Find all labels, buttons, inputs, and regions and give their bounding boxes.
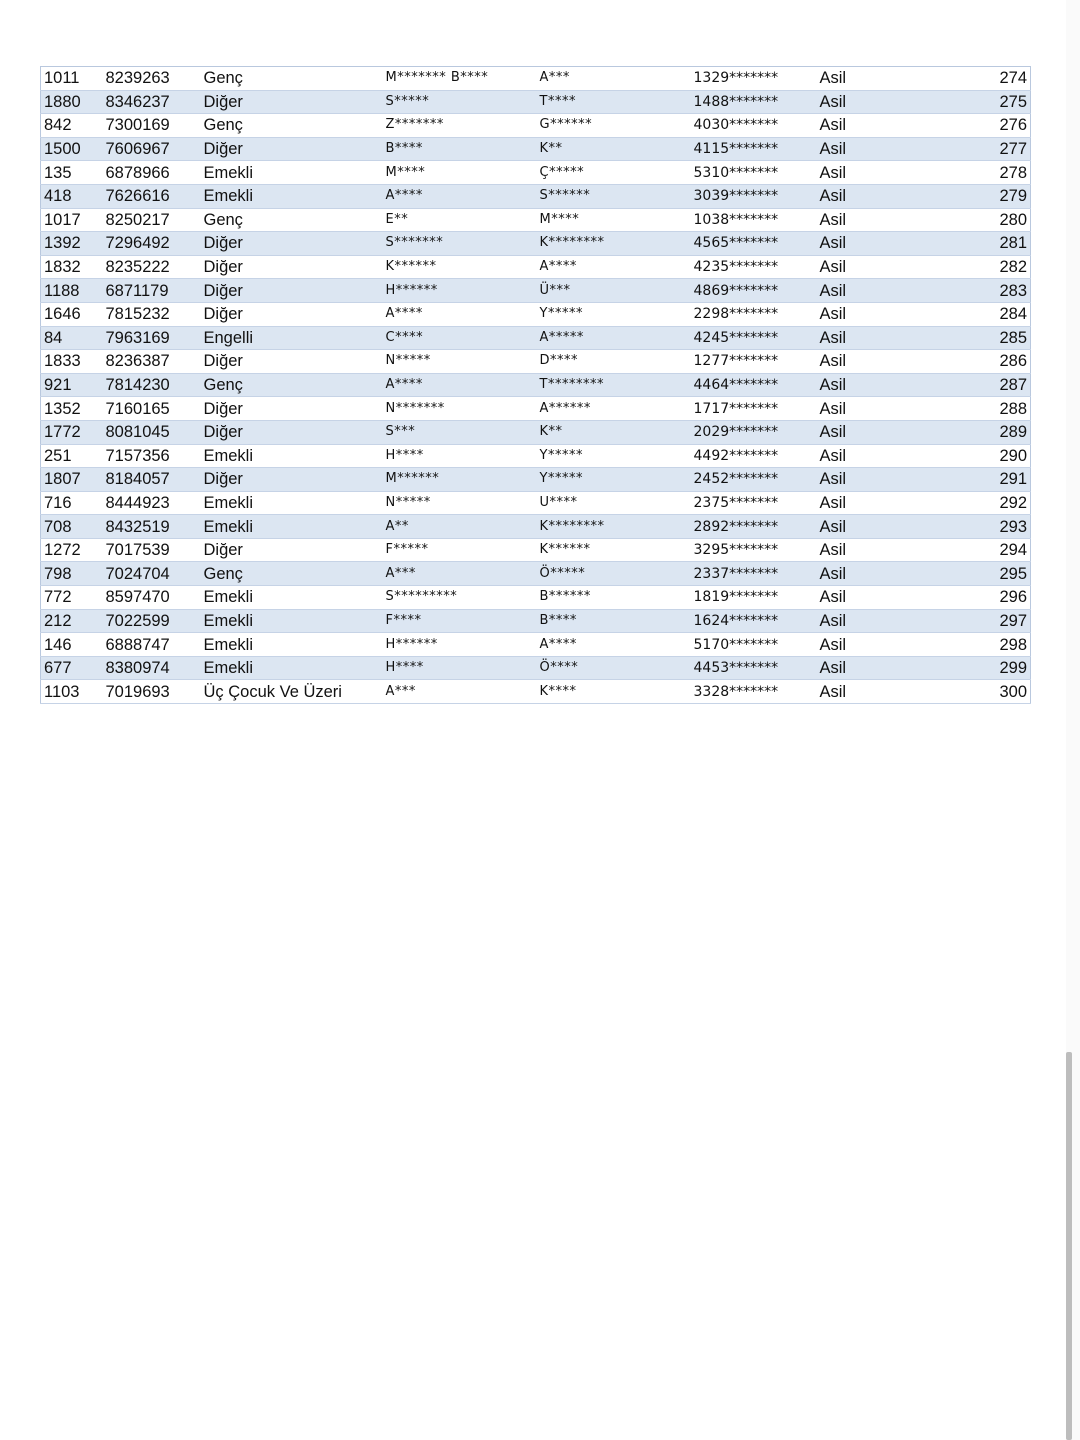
cell-id-number-masked: 4464******* bbox=[691, 373, 817, 397]
cell-last-name-masked: Ö**** bbox=[537, 656, 691, 680]
cell-category: Emekli bbox=[201, 444, 383, 468]
cell-category: Emekli bbox=[201, 161, 383, 185]
table-row bbox=[41, 680, 1031, 704]
cell-last-name-masked: Ö***** bbox=[537, 562, 691, 586]
cell-first-name-masked: F***** bbox=[383, 538, 537, 562]
cell-category: Genç bbox=[201, 114, 383, 138]
cell-rank: 281 bbox=[887, 232, 1031, 256]
cell-status: Asil bbox=[817, 656, 887, 680]
cell-application-number: 8250217 bbox=[103, 208, 201, 232]
table-row bbox=[41, 67, 1031, 91]
cell-id-number-masked: 4030******* bbox=[691, 114, 817, 138]
cell-id-number-masked: 3295******* bbox=[691, 538, 817, 562]
cell-status: Asil bbox=[817, 114, 887, 138]
cell-first-name-masked: Z******* bbox=[383, 114, 537, 138]
cell-last-name-masked: K** bbox=[537, 137, 691, 161]
cell-rank: 296 bbox=[887, 586, 1031, 610]
cell-status: Asil bbox=[817, 279, 887, 303]
cell-category: Diğer bbox=[201, 420, 383, 444]
cell-last-name-masked: K** bbox=[537, 420, 691, 444]
cell-application-number: 7296492 bbox=[103, 232, 201, 256]
cell-first-name-masked: S********* bbox=[383, 586, 537, 610]
cell-category: Genç bbox=[201, 67, 383, 91]
cell-first-name-masked: A*** bbox=[383, 680, 537, 704]
cell-category: Diğer bbox=[201, 255, 383, 279]
cell-first-name-masked: A**** bbox=[383, 184, 537, 208]
cell-last-name-masked: A**** bbox=[537, 255, 691, 279]
cell-application-number: 7963169 bbox=[103, 326, 201, 350]
cell-id-number-masked: 4565******* bbox=[691, 232, 817, 256]
cell-no: 1833 bbox=[41, 350, 103, 374]
cell-last-name-masked: S****** bbox=[537, 184, 691, 208]
cell-first-name-masked: N******* bbox=[383, 397, 537, 421]
cell-last-name-masked: K****** bbox=[537, 538, 691, 562]
cell-id-number-masked: 1277******* bbox=[691, 350, 817, 374]
table-row bbox=[41, 538, 1031, 562]
cell-status: Asil bbox=[817, 633, 887, 657]
cell-first-name-masked: A**** bbox=[383, 373, 537, 397]
cell-application-number: 7017539 bbox=[103, 538, 201, 562]
cell-first-name-masked: A*** bbox=[383, 562, 537, 586]
cell-first-name-masked: H****** bbox=[383, 633, 537, 657]
cell-rank: 277 bbox=[887, 137, 1031, 161]
cell-first-name-masked: S******* bbox=[383, 232, 537, 256]
cell-no: 1772 bbox=[41, 420, 103, 444]
cell-status: Asil bbox=[817, 397, 887, 421]
cell-rank: 287 bbox=[887, 373, 1031, 397]
cell-first-name-masked: S***** bbox=[383, 90, 537, 114]
cell-last-name-masked: K******** bbox=[537, 515, 691, 539]
cell-status: Asil bbox=[817, 255, 887, 279]
cell-first-name-masked: H****** bbox=[383, 279, 537, 303]
cell-rank: 280 bbox=[887, 208, 1031, 232]
cell-rank: 290 bbox=[887, 444, 1031, 468]
cell-no: 1500 bbox=[41, 137, 103, 161]
cell-application-number: 7300169 bbox=[103, 114, 201, 138]
cell-status: Asil bbox=[817, 326, 887, 350]
cell-id-number-masked: 4245******* bbox=[691, 326, 817, 350]
table-row bbox=[41, 90, 1031, 114]
cell-last-name-masked: K******** bbox=[537, 232, 691, 256]
cell-status: Asil bbox=[817, 232, 887, 256]
cell-first-name-masked: B**** bbox=[383, 137, 537, 161]
cell-no: 842 bbox=[41, 114, 103, 138]
table-row bbox=[41, 468, 1031, 492]
cell-category: Emekli bbox=[201, 586, 383, 610]
cell-id-number-masked: 4492******* bbox=[691, 444, 817, 468]
cell-id-number-masked: 4869******* bbox=[691, 279, 817, 303]
cell-id-number-masked: 1488******* bbox=[691, 90, 817, 114]
cell-status: Asil bbox=[817, 586, 887, 610]
cell-status: Asil bbox=[817, 680, 887, 704]
cell-no: 1392 bbox=[41, 232, 103, 256]
cell-rank: 275 bbox=[887, 90, 1031, 114]
cell-status: Asil bbox=[817, 208, 887, 232]
cell-no: 1188 bbox=[41, 279, 103, 303]
cell-id-number-masked: 4235******* bbox=[691, 255, 817, 279]
table-row bbox=[41, 609, 1031, 633]
cell-first-name-masked: F**** bbox=[383, 609, 537, 633]
cell-no: 1352 bbox=[41, 397, 103, 421]
cell-application-number: 6871179 bbox=[103, 279, 201, 303]
cell-category: Emekli bbox=[201, 515, 383, 539]
cell-last-name-masked: U**** bbox=[537, 491, 691, 515]
table-row bbox=[41, 491, 1031, 515]
cell-no: 1832 bbox=[41, 255, 103, 279]
table-row bbox=[41, 184, 1031, 208]
table-row bbox=[41, 137, 1031, 161]
cell-first-name-masked: C**** bbox=[383, 326, 537, 350]
cell-status: Asil bbox=[817, 161, 887, 185]
cell-first-name-masked: M******* B**** bbox=[383, 67, 537, 91]
cell-no: 1011 bbox=[41, 67, 103, 91]
cell-last-name-masked: D**** bbox=[537, 350, 691, 374]
table-row bbox=[41, 232, 1031, 256]
cell-status: Asil bbox=[817, 184, 887, 208]
cell-application-number: 7019693 bbox=[103, 680, 201, 704]
cell-category: Diğer bbox=[201, 279, 383, 303]
cell-status: Asil bbox=[817, 90, 887, 114]
cell-application-number: 8236387 bbox=[103, 350, 201, 374]
cell-application-number: 7157356 bbox=[103, 444, 201, 468]
cell-status: Asil bbox=[817, 562, 887, 586]
cell-id-number-masked: 5170******* bbox=[691, 633, 817, 657]
cell-application-number: 7814230 bbox=[103, 373, 201, 397]
cell-last-name-masked: A****** bbox=[537, 397, 691, 421]
cell-no: 84 bbox=[41, 326, 103, 350]
table-row bbox=[41, 114, 1031, 138]
table-row bbox=[41, 350, 1031, 374]
cell-application-number: 7024704 bbox=[103, 562, 201, 586]
cell-last-name-masked: B**** bbox=[537, 609, 691, 633]
cell-last-name-masked: Ü*** bbox=[537, 279, 691, 303]
table-row bbox=[41, 515, 1031, 539]
cell-last-name-masked: T******** bbox=[537, 373, 691, 397]
cell-application-number: 6878966 bbox=[103, 161, 201, 185]
cell-status: Asil bbox=[817, 609, 887, 633]
cell-id-number-masked: 2452******* bbox=[691, 468, 817, 492]
cell-id-number-masked: 2337******* bbox=[691, 562, 817, 586]
cell-first-name-masked: K****** bbox=[383, 255, 537, 279]
cell-first-name-masked: M**** bbox=[383, 161, 537, 185]
cell-application-number: 8380974 bbox=[103, 656, 201, 680]
cell-status: Asil bbox=[817, 538, 887, 562]
cell-application-number: 7606967 bbox=[103, 137, 201, 161]
cell-rank: 286 bbox=[887, 350, 1031, 374]
cell-no: 135 bbox=[41, 161, 103, 185]
cell-no: 251 bbox=[41, 444, 103, 468]
cell-status: Asil bbox=[817, 515, 887, 539]
cell-application-number: 8239263 bbox=[103, 67, 201, 91]
cell-rank: 291 bbox=[887, 468, 1031, 492]
cell-last-name-masked: T**** bbox=[537, 90, 691, 114]
table-body bbox=[41, 67, 1031, 704]
table-row bbox=[41, 586, 1031, 610]
cell-category: Diğer bbox=[201, 468, 383, 492]
cell-id-number-masked: 5310******* bbox=[691, 161, 817, 185]
cell-application-number: 8184057 bbox=[103, 468, 201, 492]
cell-rank: 297 bbox=[887, 609, 1031, 633]
cell-category: Diğer bbox=[201, 232, 383, 256]
cell-status: Asil bbox=[817, 468, 887, 492]
cell-no: 716 bbox=[41, 491, 103, 515]
cell-application-number: 7815232 bbox=[103, 302, 201, 326]
cell-no: 798 bbox=[41, 562, 103, 586]
cell-category: Emekli bbox=[201, 491, 383, 515]
cell-category: Genç bbox=[201, 373, 383, 397]
cell-no: 1807 bbox=[41, 468, 103, 492]
cell-rank: 293 bbox=[887, 515, 1031, 539]
cell-status: Asil bbox=[817, 373, 887, 397]
cell-first-name-masked: A** bbox=[383, 515, 537, 539]
cell-no: 921 bbox=[41, 373, 103, 397]
cell-application-number: 7626616 bbox=[103, 184, 201, 208]
cell-application-number: 8081045 bbox=[103, 420, 201, 444]
cell-rank: 283 bbox=[887, 279, 1031, 303]
cell-status: Asil bbox=[817, 444, 887, 468]
cell-status: Asil bbox=[817, 350, 887, 374]
table-row bbox=[41, 656, 1031, 680]
cell-no: 1017 bbox=[41, 208, 103, 232]
cell-category: Diğer bbox=[201, 538, 383, 562]
cell-no: 1646 bbox=[41, 302, 103, 326]
cell-rank: 285 bbox=[887, 326, 1031, 350]
table-row bbox=[41, 302, 1031, 326]
table-row bbox=[41, 633, 1031, 657]
cell-first-name-masked: N***** bbox=[383, 491, 537, 515]
table-row bbox=[41, 444, 1031, 468]
cell-id-number-masked: 1717******* bbox=[691, 397, 817, 421]
cell-no: 772 bbox=[41, 586, 103, 610]
cell-application-number: 8597470 bbox=[103, 586, 201, 610]
cell-no: 1880 bbox=[41, 90, 103, 114]
cell-id-number-masked: 1038******* bbox=[691, 208, 817, 232]
cell-rank: 289 bbox=[887, 420, 1031, 444]
cell-last-name-masked: A*** bbox=[537, 67, 691, 91]
cell-last-name-masked: A***** bbox=[537, 326, 691, 350]
cell-category: Emekli bbox=[201, 633, 383, 657]
cell-category: Genç bbox=[201, 562, 383, 586]
cell-id-number-masked: 2298******* bbox=[691, 302, 817, 326]
cell-rank: 300 bbox=[887, 680, 1031, 704]
cell-no: 1103 bbox=[41, 680, 103, 704]
cell-rank: 274 bbox=[887, 67, 1031, 91]
cell-id-number-masked: 3039******* bbox=[691, 184, 817, 208]
cell-first-name-masked: E** bbox=[383, 208, 537, 232]
cell-id-number-masked: 3328******* bbox=[691, 680, 817, 704]
cell-id-number-masked: 2375******* bbox=[691, 491, 817, 515]
cell-id-number-masked: 1624******* bbox=[691, 609, 817, 633]
cell-rank: 295 bbox=[887, 562, 1031, 586]
cell-application-number: 6888747 bbox=[103, 633, 201, 657]
cell-rank: 276 bbox=[887, 114, 1031, 138]
cell-rank: 288 bbox=[887, 397, 1031, 421]
cell-rank: 279 bbox=[887, 184, 1031, 208]
cell-category: Diğer bbox=[201, 350, 383, 374]
cell-rank: 284 bbox=[887, 302, 1031, 326]
cell-id-number-masked: 1329******* bbox=[691, 67, 817, 91]
cell-category: Üç Çocuk Ve Üzeri bbox=[201, 680, 383, 704]
cell-id-number-masked: 4115******* bbox=[691, 137, 817, 161]
table-row bbox=[41, 373, 1031, 397]
table-row bbox=[41, 208, 1031, 232]
vertical-scrollbar[interactable] bbox=[1066, 1052, 1072, 1440]
cell-rank: 292 bbox=[887, 491, 1031, 515]
cell-first-name-masked: M****** bbox=[383, 468, 537, 492]
cell-application-number: 8235222 bbox=[103, 255, 201, 279]
cell-category: Diğer bbox=[201, 137, 383, 161]
cell-category: Engelli bbox=[201, 326, 383, 350]
cell-last-name-masked: G****** bbox=[537, 114, 691, 138]
cell-id-number-masked: 2029******* bbox=[691, 420, 817, 444]
cell-application-number: 8444923 bbox=[103, 491, 201, 515]
cell-no: 146 bbox=[41, 633, 103, 657]
cell-first-name-masked: A**** bbox=[383, 302, 537, 326]
cell-no: 708 bbox=[41, 515, 103, 539]
results-table bbox=[40, 66, 1031, 704]
cell-id-number-masked: 1819******* bbox=[691, 586, 817, 610]
cell-no: 677 bbox=[41, 656, 103, 680]
cell-category: Emekli bbox=[201, 184, 383, 208]
cell-status: Asil bbox=[817, 420, 887, 444]
table-row bbox=[41, 255, 1031, 279]
cell-rank: 299 bbox=[887, 656, 1031, 680]
cell-category: Diğer bbox=[201, 90, 383, 114]
cell-id-number-masked: 2892******* bbox=[691, 515, 817, 539]
cell-application-number: 8346237 bbox=[103, 90, 201, 114]
cell-last-name-masked: Y***** bbox=[537, 468, 691, 492]
cell-application-number: 7160165 bbox=[103, 397, 201, 421]
cell-category: Genç bbox=[201, 208, 383, 232]
cell-status: Asil bbox=[817, 137, 887, 161]
cell-application-number: 8432519 bbox=[103, 515, 201, 539]
cell-category: Emekli bbox=[201, 656, 383, 680]
cell-status: Asil bbox=[817, 302, 887, 326]
cell-last-name-masked: K**** bbox=[537, 680, 691, 704]
table-row bbox=[41, 397, 1031, 421]
cell-rank: 282 bbox=[887, 255, 1031, 279]
cell-rank: 278 bbox=[887, 161, 1031, 185]
table-row bbox=[41, 326, 1031, 350]
cell-rank: 294 bbox=[887, 538, 1031, 562]
cell-category: Emekli bbox=[201, 609, 383, 633]
cell-first-name-masked: H**** bbox=[383, 656, 537, 680]
cell-application-number: 7022599 bbox=[103, 609, 201, 633]
cell-last-name-masked: B****** bbox=[537, 586, 691, 610]
cell-first-name-masked: S*** bbox=[383, 420, 537, 444]
table-row bbox=[41, 279, 1031, 303]
cell-status: Asil bbox=[817, 67, 887, 91]
cell-last-name-masked: M**** bbox=[537, 208, 691, 232]
cell-first-name-masked: N***** bbox=[383, 350, 537, 374]
table-row bbox=[41, 420, 1031, 444]
cell-no: 418 bbox=[41, 184, 103, 208]
table-row bbox=[41, 161, 1031, 185]
cell-id-number-masked: 4453******* bbox=[691, 656, 817, 680]
cell-rank: 298 bbox=[887, 633, 1031, 657]
cell-last-name-masked: Y***** bbox=[537, 444, 691, 468]
cell-status: Asil bbox=[817, 491, 887, 515]
cell-no: 1272 bbox=[41, 538, 103, 562]
cell-last-name-masked: Y***** bbox=[537, 302, 691, 326]
table-row bbox=[41, 562, 1031, 586]
cell-last-name-masked: Ç***** bbox=[537, 161, 691, 185]
cell-first-name-masked: H**** bbox=[383, 444, 537, 468]
cell-category: Diğer bbox=[201, 397, 383, 421]
cell-category: Diğer bbox=[201, 302, 383, 326]
cell-last-name-masked: A**** bbox=[537, 633, 691, 657]
cell-no: 212 bbox=[41, 609, 103, 633]
